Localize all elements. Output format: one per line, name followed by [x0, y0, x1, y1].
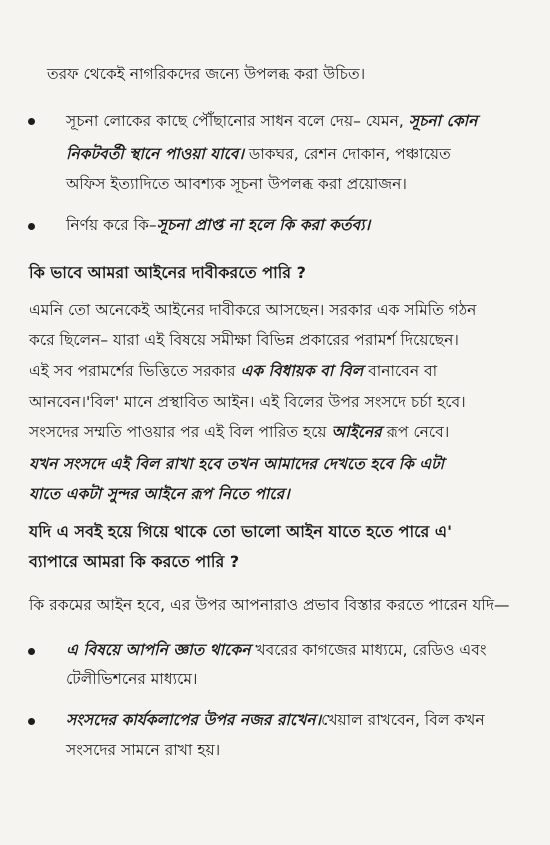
emphasis-text: এক বিধায়ক বা বিল [240, 362, 364, 380]
emphasis-text: সংসদের কার্যকলাপের উপর নজর রাখেন। [66, 711, 322, 729]
bullet-item [66, 111, 477, 131]
text-span: খবরের কাগজের মাধ্যমে, রেডিও এবং [255, 641, 487, 659]
text-line [29, 361, 437, 381]
bullet-icon [28, 648, 35, 655]
bullet-item [66, 215, 370, 235]
text-span: বানাবেন বা [368, 362, 438, 380]
text-span: খেয়াল রাখবেন, বিল কখন [321, 711, 485, 729]
bullet-icon [28, 718, 35, 725]
text-line [29, 422, 449, 442]
text-span: সংসদের সম্মতি পাওয়ার পর এই বিল পারিত হয়ে [29, 423, 327, 441]
emphasis-line: যখন সংসদে এই বিল রাখা হবে তখন আমাদের দেখতে হবে কি এটা [29, 455, 445, 473]
text-line: তরফ থেকেই নাগরিকদের জন্যে উপলব্ধ করা উচিত। [47, 65, 366, 83]
emphasis-text: এ বিষয়ে আপনি জ্ঞাত থাকেন [66, 641, 251, 659]
text-span: এই সব পরামর্শের ভিত্তিতে সরকার [29, 362, 236, 380]
text-line: কি রকমের আইন হবে, এর উপর আপনারাও প্রভাব বিস্তার করতে পারেন যদি— [29, 596, 510, 614]
bullet-item [66, 710, 485, 730]
bullet-item-continuation: সংসদের সামনে রাখা হয়। [66, 741, 221, 759]
emphasis-text: আইনের [331, 423, 382, 441]
bullet-item-continuation [66, 144, 451, 164]
emphasis-text: সূচনা প্রাপ্ত না হলে কি করা কর্তব্য। [156, 216, 371, 234]
section-heading: কি ভাবে আমরা আইনের দাবীকরতে পারি ? [29, 263, 306, 282]
section-heading: যদি এ সবই হয়ে গিয়ে থাকে তো ভালো আইন যাতে হতে পারে এ' [29, 522, 452, 541]
bullet-item [66, 640, 487, 660]
emphasis-line: যাতে একটা সুন্দর আইনে রূপ নিতে পারে। [29, 485, 290, 503]
text-line: আনবেন।'বিল' মানে প্রস্থাবিত আইন। এই বিলের উপর সংসদে চর্চা হবে। [29, 393, 466, 411]
text-span: রূপ নেবে। [386, 423, 450, 441]
text-span: নির্ণয় করে কি– [66, 216, 157, 234]
section-heading: ব্যাপারে আমরা কি করতে পারি ? [29, 552, 240, 571]
bullet-icon [28, 118, 35, 125]
text-line: করে ছিলেন– যারা এই বিষয়ে সমীক্ষা বিভিন্ন প্রকারের পরামর্শ দিয়েছেন। [29, 331, 459, 349]
emphasis-text: নিকটবর্তী স্থানে পাওয়া যাবে। [66, 145, 244, 163]
text-span: ডাকঘর, রেশন দোকান, পঞ্চায়েত [248, 145, 451, 163]
text-line: এমনি তো অনেকেই আইনের দাবীকরে আসছেন। সরকার এক সমিতি গঠন [29, 301, 477, 319]
bullet-item-continuation: টেলীভিশনের মাধ্যমে। [66, 670, 198, 688]
bullet-icon [28, 223, 35, 230]
text-span: সূচনা লোকের কাছে পৌঁছানোর সাধন বলে দেয়– যেমন, [66, 112, 404, 130]
bullet-item-continuation: অফিস ইত্যাদিতে আবশ্যক সূচনা উপলব্ধ করা প্রয়োজন। [66, 175, 407, 193]
emphasis-text: সূচনা কোন [408, 112, 478, 130]
